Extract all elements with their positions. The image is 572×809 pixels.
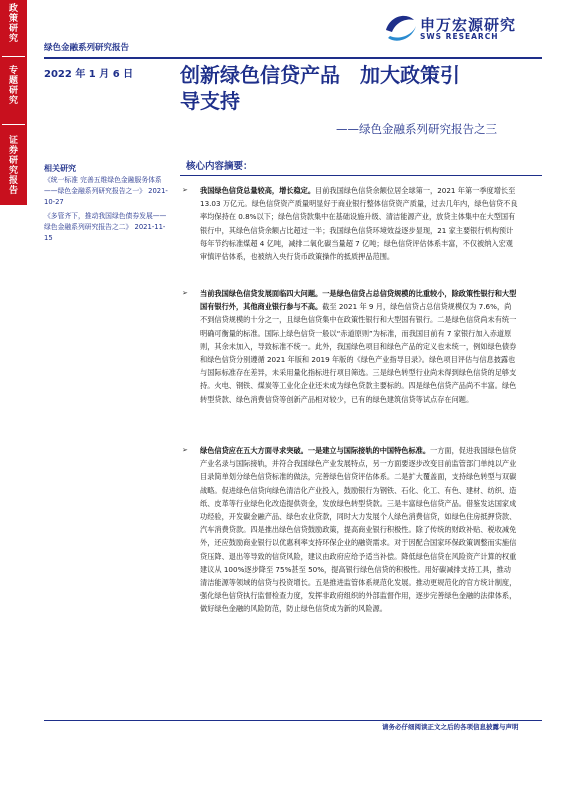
- summary-paragraph-1: [200, 184, 518, 263]
- bullet-arrow-icon: ➢: [182, 446, 188, 454]
- bullet-arrow-icon: ➢: [182, 186, 188, 194]
- paragraph-lead: 我国绿色信贷总量较高，增长稳定。: [200, 186, 316, 195]
- core-rule: [180, 175, 542, 176]
- core-summary-heading: 核心内容摘要：: [186, 161, 253, 172]
- summary-paragraph-2: [200, 287, 518, 406]
- related-research-heading: 相关研究: [44, 164, 76, 173]
- paragraph-lead: 当前我国绿色信贷发展面临四大问题。一是绿色信贷占总信贷规模的比重较小，除政策性银行和大型国有银行外，其他商业银行参与不高。: [200, 289, 517, 312]
- report-title: [180, 62, 540, 114]
- report-date: 2022 年 1 月 6 日: [44, 69, 134, 80]
- series-name: 绿色金融系列研究报告: [44, 43, 130, 53]
- footer-rule: [44, 720, 542, 721]
- related-item[interactable]: 《统一标准 完善五维绿色金融服务体系——绿色金融系列研究报告之一》 2021-10-27: [44, 176, 168, 206]
- sidebar-divider: [2, 56, 25, 57]
- sidebar-block-topic: 专 题 研 究: [8, 66, 18, 106]
- paragraph-body: 一方面，促进我国绿色信贷产业名录与国际接轨，并符合我国绿色产业发展特点，另一方面要逐步改变目前监管部门单纯以产业目录简单划分绿色信贷标准的做法，完善绿色信贷评估体系。二是扩大覆盖面，支持绿色转型与双碳战略。促进绿色信贷向绿色清洁化产业投入，鼓励银行为钢铁、石化、化工、有色、建材、纺织、造纸、皮革等行业绿色化改造提供资金，发放绿色转型贷款。三是丰富绿色信贷产品。借鉴发达国家成功经验，开发碳金融产品、绿色农业贷款，同时大力发展个人绿色消费信贷，如绿色住房抵押贷款、汽车消费贷款。四是推出绿色信贷鼓励政策，提高商业银行积极性。除了传统的财政补贴、税收减免外，还应鼓励商业银行以优惠利率支持环保企业的融资需求。对于因配合国家环保政策调整而实施信贷压降、退出等导致的信贷风险，建议由政府应给予适当补偿。降低绿色信贷在风险资产计算的权重建议从 100%逐步降至 75%甚至 50%，提高银行绿色信贷的积极性。用好碳减排支持工具，推动清洁能源等领域的信贷与投资增长。五是推进监管体系规范化发展。推动更规范化的官方统计制度，强化绿色信贷执行监督检查力度，发挥非政府组织的外部监督作用，逐步完善绿色金融的法律体系，做好绿色金融的风险防范，防止绿色信贷成为新的风险源。: [200, 446, 517, 614]
- report-subtitle: ——绿色金融系列研究报告之三: [336, 122, 497, 136]
- sidebar-divider: [2, 124, 25, 125]
- title-line-1: 创新绿色信贷产品 加大政策引: [180, 63, 460, 87]
- disclaimer-text: 请务必仔细阅读正文之后的各项信息披露与声明: [382, 723, 519, 731]
- logo-english-name: SWS RESEARCH: [420, 32, 499, 41]
- logo-chinese-name: 申万宏源研究: [420, 16, 517, 34]
- paragraph-lead: 绿色信贷应在五大方面寻求突破。一是建立与国际接轨的中国特色标准。: [200, 446, 431, 455]
- sidebar-block-policy: 政 策 研 究: [8, 4, 18, 44]
- paragraph-body: 目前我国绿色信贷余额位居全球第一，2021 年第一季度增长至 13.03 万亿元。绿色信贷资产质量明显好于商业银行整体信贷资产质量，过去几年内，绿色信贷不良率均保持在 0.8%以下；绿色信贷款集中在基础设施升级、清洁能源产业，放贷主体集中在大型国有银行中，其绿色信贷余额占比超过一半；我国绿色信贷环境效益逐步显现，21 家主要银行机构预计每年节约标准煤超 4 亿吨，减排二氧化碳当量超 7 亿吨；绿色信贷评估体系丰富，不仅被纳入宏观审慎评估体系，也被纳入央行货币政策操作的抵质押品范围。: [200, 186, 518, 262]
- header-rule: [44, 57, 542, 59]
- title-line-2: 导支持: [180, 89, 240, 113]
- related-item[interactable]: 《多管齐下，推动我国绿色债券发展——绿色金融系列研究报告之二》 2021-11-15: [44, 212, 167, 242]
- sidebar-block-report: 证 券 研 究 报 告: [8, 136, 18, 196]
- paragraph-body: 截至 2021 年 9 月，绿色信贷占总信贷规模仅为 7.6%，尚不到信贷规模的十分之一，且绿色信贷集中在政策性银行和大型国有银行。二是绿色信贷尚未有统一明确可衡量的标准。国际上绿色信贷一般以“赤道原则”为标准，而我国目前有 7 家银行加入赤道原则，其余未加入，导致标准不统一。此外，我国绿色项目和绿色产品的定义也未统一，例如绿色债券和绿色信贷分别遵循 2021 年版和 2019 年版的《绿色产业指导目录》。绿色项目评估与信息披露也与国际标准存在差异，未采用量化指标进行项目筛选。三是绿色转型行业尚未得到绿色信贷的足够支持。火电、钢铁、煤炭等工业化企业还未成为绿色贷款主要标的。四是绿色信贷产品尚不丰富。绿色转型贷款、绿色消费信贷等创新产品相对较少，已有的绿色建筑信贷等试点存在问题。: [200, 302, 517, 404]
- summary-paragraph-3: [200, 444, 518, 616]
- bullet-arrow-icon: ➢: [182, 289, 188, 297]
